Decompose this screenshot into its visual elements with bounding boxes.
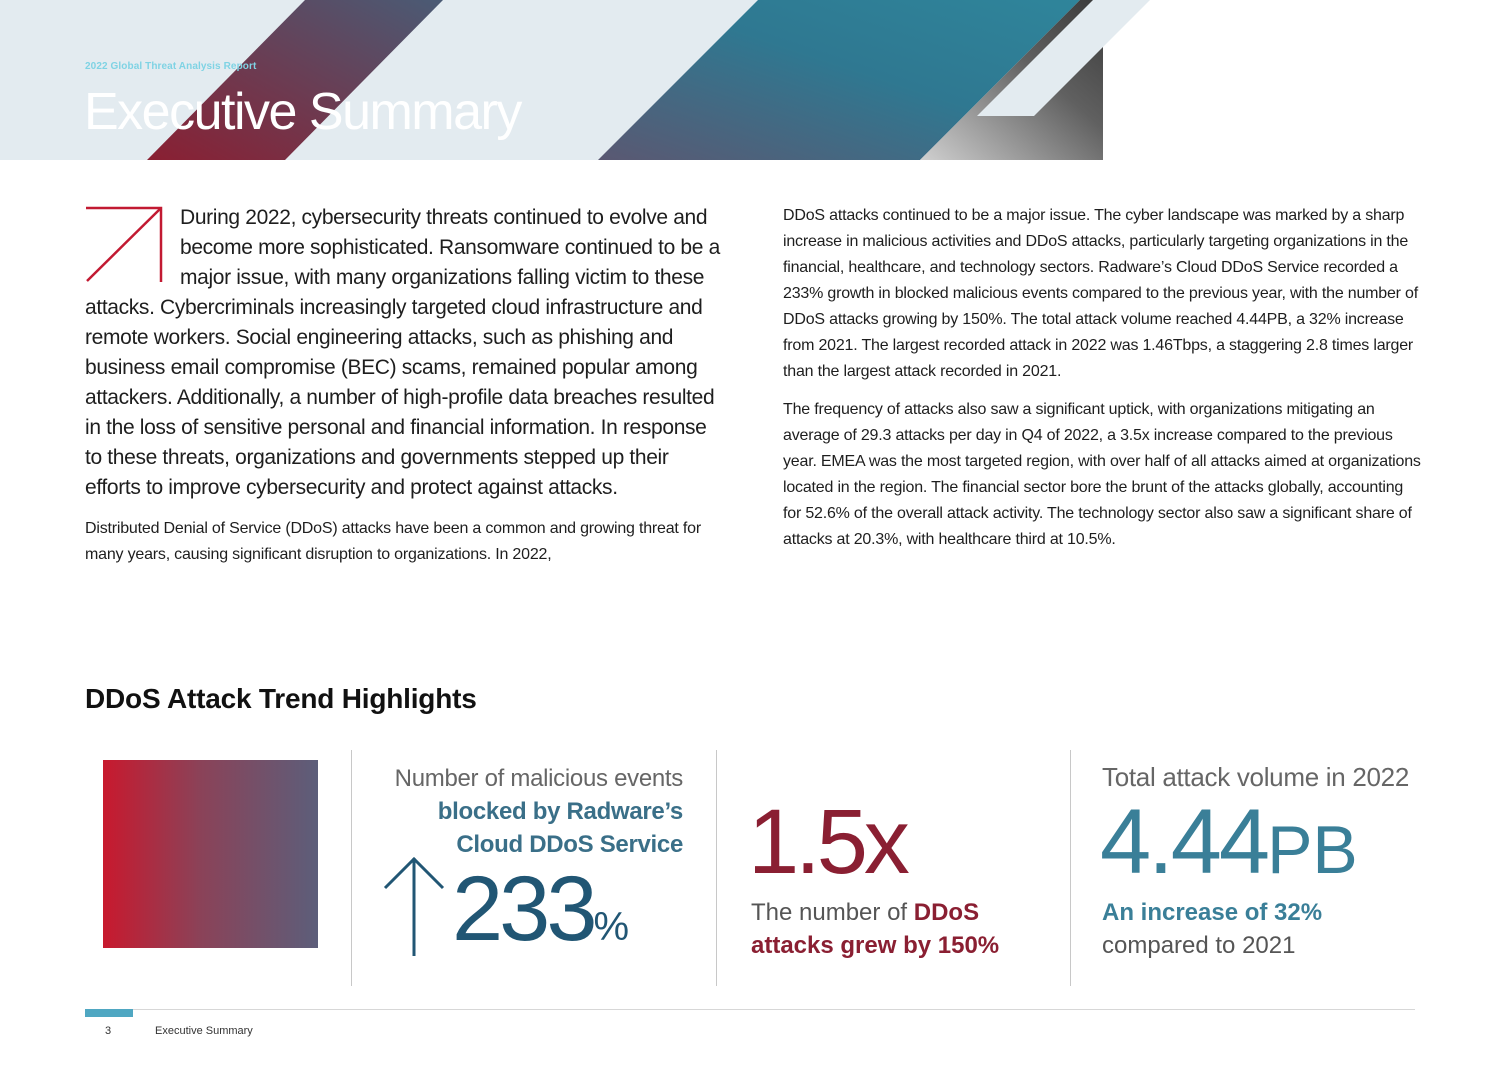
footer-rule (85, 1009, 1415, 1010)
stat2-caption-strong-2: attacks grew by 150% (751, 932, 1000, 959)
stat1-number: 233 (452, 858, 594, 960)
lead-paragraph: During 2022, cybersecurity threats continued to evolve and become more sophisticated. Ransomware continued to be a major issue, with many organizations falling victim to these attacks. Cybercriminals increasingly targeted cloud infrastructure and remote workers. Social engineering attacks, such as phishing and business email compromise (BEC) scams, remained popular among attackers. Additionally, a number of high-profile data breaches resulted in the loss of sensitive personal and financial information. In response to these threats, organizations and governments stepped up their efforts to improve cybersecurity and protect against attacks. (85, 206, 720, 499)
stat2-caption-plain: The number of (751, 899, 908, 926)
diagonal-arrow-icon (85, 206, 163, 284)
page-number: 3 (105, 1025, 112, 1037)
stat3-label: Total attack volume in 2022 (1102, 762, 1409, 792)
right-paragraph-2: The frequency of attacks also saw a significant uptick, with organizations mitigating an average of 29.3 attacks per day in Q4 of 2022, a 3.5x increase compared to the previous year. EMEA was the most targeted region, with over half of all attacks aimed at organizations located in the region. The financial sector bore the brunt of the attacks globally, accounting for 52.6% of the overall attack activity. The technology sector also saw a significant share of attacks at 20.3%, with healthcare third at 10.5%. (783, 401, 1421, 548)
stat1-caption-strong-1: blocked by Radware’s (437, 798, 683, 825)
gradient-image-block (103, 760, 318, 948)
stat-divider-3 (1070, 750, 1071, 986)
page-title: Executive Summary (84, 83, 521, 141)
stat1-caption-strong-2: Cloud DDoS Service (456, 831, 683, 858)
stat-divider-1 (351, 750, 352, 986)
stat2-value: 1.5x (748, 791, 906, 893)
stat1-value (452, 858, 630, 960)
left-paragraph-2: Distributed Denial of Service (DDoS) attacks have been a common and growing threat for many years, causing significant disruption to organizations. In 2022, (85, 520, 701, 563)
stat3-number: 4.44 (1100, 791, 1268, 893)
right-column (783, 203, 1423, 565)
stat3-value (1100, 791, 1358, 893)
up-arrow-icon (383, 855, 447, 957)
stat2-caption-strong-1: DDoS (913, 899, 980, 926)
stat1-caption (360, 762, 683, 861)
left-column (85, 203, 725, 580)
footer-section-name: Executive Summary (155, 1025, 253, 1037)
stat3-caption (1102, 896, 1422, 962)
section-heading: DDoS Attack Trend Highlights (85, 683, 477, 714)
right-paragraph-1: DDoS attacks continued to be a major issue. The cyber landscape was marked by a sharp increase in malicious activities and DDoS attacks, particularly targeting organizations in the financial, healthcare, and technology sectors. Radware’s Cloud DDoS Service recorded a 233% growth in blocked malicious events compared to the previous year, with the number of DDoS attacks growing by 150%. The total attack volume reached 4.44PB, a 32% increase from 2021. The largest recorded attack in 2022 was 1.46Tbps, a staggering 2.8 times larger than the largest attack recorded in 2021. (783, 207, 1418, 380)
stat3-caption-strong: An increase of 32% (1102, 899, 1323, 926)
footer-accent-bar (85, 1009, 133, 1017)
stat-divider-2 (716, 750, 717, 986)
stat1-unit: % (593, 905, 630, 949)
stat3-unit: PB (1267, 812, 1358, 888)
stat2-caption (751, 896, 1051, 962)
stat1-caption-plain: Number of malicious events (394, 765, 683, 792)
report-label: 2022 Global Threat Analysis Report (85, 61, 257, 72)
stat3-caption-plain: compared to 2021 (1102, 932, 1296, 959)
